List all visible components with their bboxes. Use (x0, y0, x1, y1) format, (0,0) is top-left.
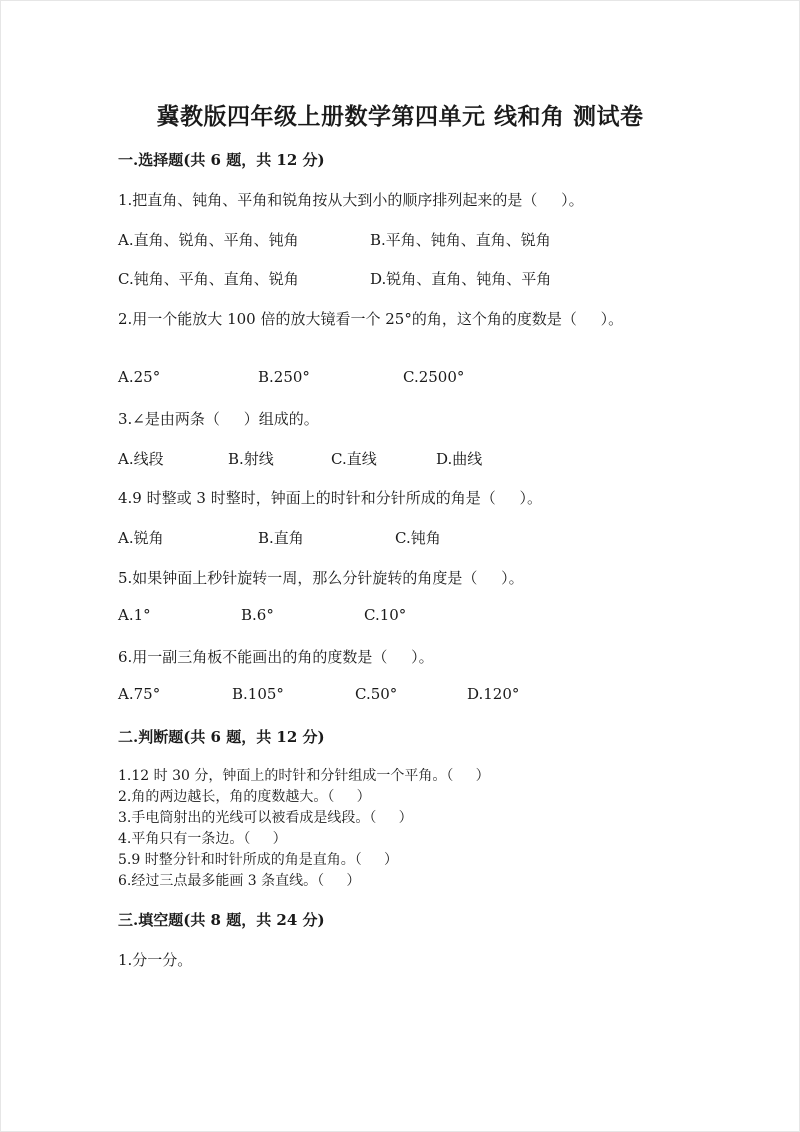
choice-option: C.钝角、平角、直角、锐角 (118, 270, 299, 288)
section-heading-choice: 一.选择题(共 6 题，共 12 分) (118, 151, 325, 169)
choice-option: B.250° (258, 368, 310, 386)
section-heading-judgment: 二.判断题(共 6 题，共 12 分) (118, 728, 325, 746)
judgment-item: 4.平角只有一条边。（ ） (118, 831, 287, 847)
choice-option: A.直角、锐角、平角、钝角 (118, 231, 299, 249)
choice-option: A.25° (118, 368, 161, 386)
judgment-item: 6.经过三点最多能画 3 条直线。（ ） (118, 873, 361, 889)
choice-question-5: 5.如果钟面上秒针旋转一周，那么分针旋转的角度是（ ）。 (118, 569, 524, 587)
choice-option: A.锐角 (118, 529, 164, 547)
judgment-item: 3.手电筒射出的光线可以被看成是线段。（ ） (118, 810, 413, 826)
choice-option: B.6° (241, 606, 274, 624)
choice-option: C.直线 (331, 450, 377, 468)
choice-option: A.1° (118, 606, 151, 624)
choice-option: B.平角、钝角、直角、锐角 (370, 231, 551, 249)
choice-option: C.50° (355, 685, 398, 703)
choice-option: C.钝角 (395, 529, 441, 547)
choice-option: D.锐角、直角、钝角、平角 (370, 270, 552, 288)
choice-option: D.120° (467, 685, 520, 703)
fill-question-1: 1.分一分。 (118, 951, 193, 969)
choice-option: C.10° (364, 606, 407, 624)
choice-question-1: 1.把直角、钝角、平角和锐角按从大到小的顺序排列起来的是（ ）。 (118, 191, 584, 209)
choice-option: A.线段 (118, 450, 164, 468)
choice-option: B.105° (232, 685, 284, 703)
judgment-item: 2.角的两边越长，角的度数越大。（ ） (118, 789, 371, 805)
choice-option: D.曲线 (436, 450, 483, 468)
choice-option: B.射线 (228, 450, 274, 468)
judgment-item: 1.12 时 30 分，钟面上的时针和分针组成一个平角。（ ） (118, 768, 490, 784)
document-title: 冀教版四年级上册数学第四单元 线和角 测试卷 (156, 103, 644, 130)
choice-question-6: 6.用一副三角板不能画出的角的度数是（ ）。 (118, 648, 434, 666)
choice-question-3: 3.∠是由两条（ ）组成的。 (118, 410, 319, 428)
choice-option: C.2500° (403, 368, 465, 386)
section-heading-fill: 三.填空题(共 8 题，共 24 分) (118, 911, 325, 929)
choice-option: A.75° (118, 685, 161, 703)
choice-option: B.直角 (258, 529, 304, 547)
choice-question-4: 4.9 时整或 3 时整时，钟面上的时针和分针所成的角是（ ）。 (118, 489, 543, 507)
judgment-item: 5.9 时整分针和时针所成的角是直角。（ ） (118, 852, 398, 868)
choice-question-2: 2.用一个能放大 100 倍的放大镜看一个 25°的角，这个角的度数是（ ）。 (118, 310, 624, 328)
